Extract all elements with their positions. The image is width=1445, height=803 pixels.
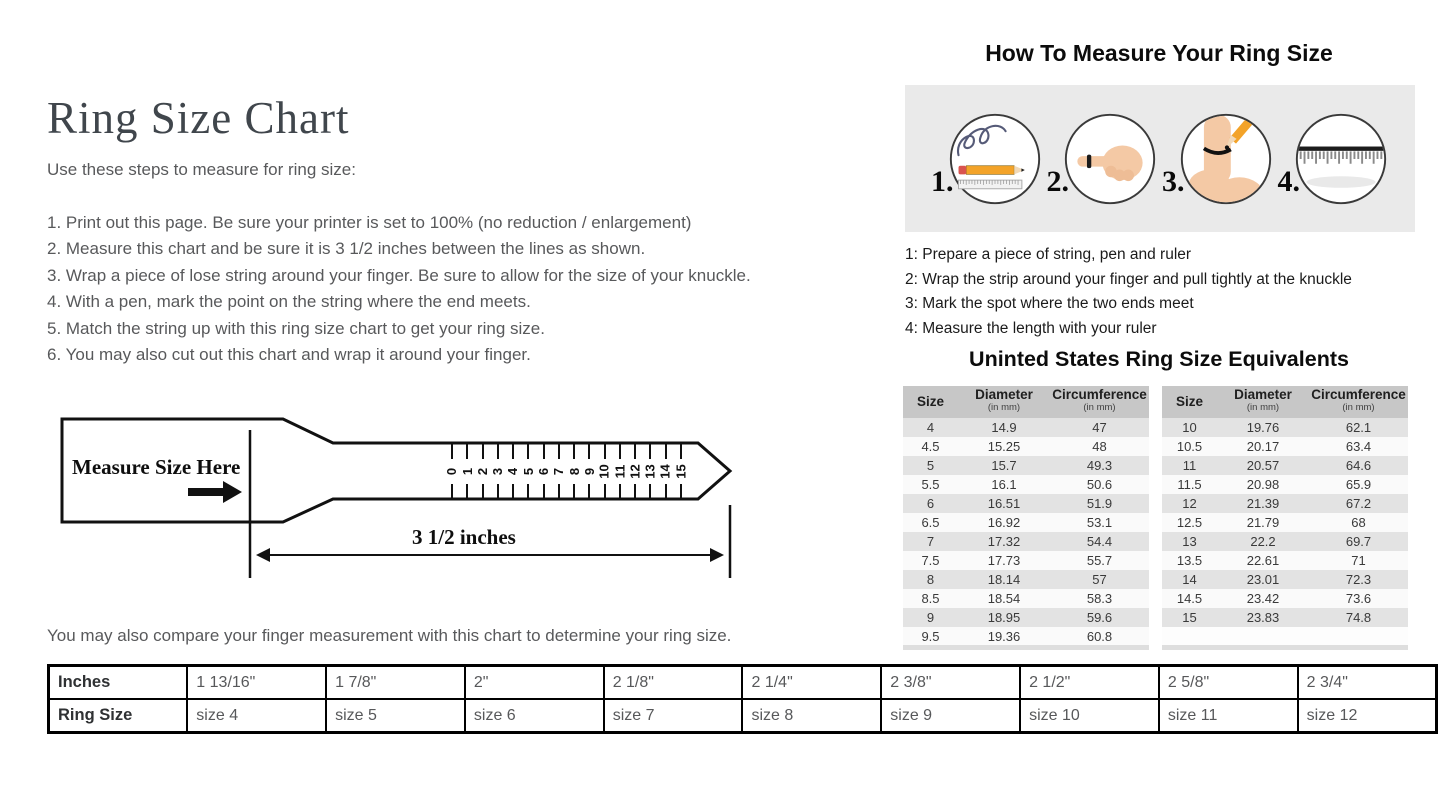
figure-2 xyxy=(1047,111,1159,207)
tick-number: 8 xyxy=(566,467,582,476)
measure-step: 5. Match the string up with this ring size chart to get your ring size. xyxy=(47,318,545,338)
table-row: 14.5 23.42 73.6 xyxy=(1162,589,1408,608)
equivalents-title: Uninted States Ring Size Equivalents xyxy=(969,347,1349,371)
table-row: 12.5 21.79 68 xyxy=(1162,513,1408,532)
col-size: Size xyxy=(916,393,944,409)
tick-line-bottom xyxy=(482,484,484,500)
table-row: 7 17.32 54.4 xyxy=(903,532,1149,551)
tick-line-bottom xyxy=(512,484,514,500)
tick-number: 3 xyxy=(490,467,506,476)
table-row: 14 23.01 72.3 xyxy=(1162,570,1408,589)
tick-number: 15 xyxy=(673,464,689,479)
tick-line-top xyxy=(543,443,545,459)
table-row: 4 14.9 47 xyxy=(903,418,1149,437)
ring-sizer-outline xyxy=(60,415,750,590)
col-circumference-unit: (in mm) xyxy=(1083,402,1116,413)
table-row: 5.5 16.1 50.6 xyxy=(903,475,1149,494)
tick-number: 0 xyxy=(444,467,460,476)
tick-number: 2 xyxy=(475,467,491,476)
tick-line-top xyxy=(634,443,636,459)
table-row: 4.5 15.25 48 xyxy=(903,437,1149,456)
tick-line-top xyxy=(497,443,499,459)
measure-step: 4. With a pen, mark the point on the string where the end meets. xyxy=(47,292,531,312)
measure-steps-list xyxy=(47,210,751,368)
tick-line-top xyxy=(527,443,529,459)
tick-line-bottom xyxy=(665,484,667,500)
length-label: 3 1/2 inches xyxy=(412,525,516,549)
tick-line-top xyxy=(573,443,575,459)
tick-line-bottom xyxy=(543,484,545,500)
tick-line-top xyxy=(451,443,453,459)
table-row: 6 16.51 51.9 xyxy=(903,494,1149,513)
table-row: 15 23.83 74.8 xyxy=(1162,608,1408,627)
table-row: 5 15.7 49.3 xyxy=(903,456,1149,475)
tick-number: 6 xyxy=(536,467,552,476)
table-row: 8 18.14 57 xyxy=(903,570,1149,589)
equivalents-table-b-wrap xyxy=(1162,386,1408,650)
how-step: 1: Prepare a piece of string, pen and ruler xyxy=(905,246,1192,263)
tick-line-bottom xyxy=(604,484,606,500)
col-diameter: Diameter xyxy=(975,387,1033,402)
table-row-ring-size: Ring Size size 4 size 5 size 6 size 7 size 8 size 9 size 10 size 11 size 12 xyxy=(49,699,1437,733)
table-row-inches: Inches 1 13/16" 1 7/8" 2" 2 1/8" 2 1/4" 2 3/8" 2 1/2" 2 5/8" 2 3/4" xyxy=(49,666,1437,700)
how-steps-list xyxy=(905,243,1352,341)
figure-3-number: 3. xyxy=(1162,164,1185,198)
intro-text: Use these steps to measure for ring size: xyxy=(47,160,356,179)
tick-line-bottom xyxy=(466,484,468,500)
tick-number: 13 xyxy=(642,464,658,479)
tick-line-top xyxy=(619,443,621,459)
table-row: 9.5 19.36 60.8 xyxy=(903,627,1149,646)
mark-ends-icon xyxy=(1178,111,1274,207)
tick-line-bottom xyxy=(649,484,651,500)
table-row: 10 19.76 62.1 xyxy=(1162,418,1408,437)
how-step: 3: Mark the spot where the two ends meet xyxy=(905,295,1194,313)
measure-step: 1. Print out this page. Be sure your printer is set to 100% (no reduction / enlargement) xyxy=(47,213,692,232)
tick-line-top xyxy=(680,443,682,459)
page-title: Ring Size Chart xyxy=(47,93,350,143)
row-label-ring-size: Ring Size xyxy=(49,699,188,733)
col-size: Size xyxy=(1175,393,1203,409)
sizer-tick xyxy=(674,443,688,500)
measure-step: 3. Wrap a piece of lose string around your finger. Be sure to allow for the size of your knuckle. xyxy=(47,265,751,285)
how-step: 4: Measure the length with your ruler xyxy=(905,319,1157,337)
table-row: 8.5 18.54 58.3 xyxy=(903,589,1149,608)
tick-line-bottom xyxy=(588,484,590,500)
string-pen-ruler-icon xyxy=(947,111,1043,207)
table-row: 10.5 20.17 63.4 xyxy=(1162,437,1408,456)
col-circumference-unit: (in mm) xyxy=(1342,402,1375,413)
col-circumference: Circumference xyxy=(1311,387,1406,402)
measure-step: 6. You may also cut out this chart and wrap it around your finger. xyxy=(47,345,531,365)
tick-number: 1 xyxy=(459,467,475,476)
tick-line-top xyxy=(588,443,590,459)
equivalents-table-a-wrap xyxy=(903,386,1149,650)
measure-step: 2. Measure this chart and be sure it is 3 1/2 inches between the lines as shown. xyxy=(47,239,646,259)
table-row: 7.5 17.73 55.7 xyxy=(903,551,1149,570)
ruler-icon xyxy=(1293,111,1389,207)
tick-number: 12 xyxy=(627,464,643,479)
tick-number: 4 xyxy=(505,467,521,476)
header-row xyxy=(903,386,1149,418)
tick-line-top xyxy=(482,443,484,459)
table-row: 6.5 16.92 53.1 xyxy=(903,513,1149,532)
inches-ring-size-table xyxy=(47,664,1438,734)
how-figures-panel xyxy=(905,85,1415,232)
tick-line-bottom xyxy=(497,484,499,500)
compare-note: You may also compare your finger measurement with this chart to determine your ring size. xyxy=(47,626,732,645)
figure-4-number: 4. xyxy=(1277,164,1300,198)
how-step: 2: Wrap the strip around your finger and pull tightly at the knuckle xyxy=(905,270,1352,288)
equivalents-tables xyxy=(903,386,1408,650)
tick-line-bottom xyxy=(527,484,529,500)
figure-2-number: 2. xyxy=(1046,164,1069,198)
tick-line-bottom xyxy=(558,484,560,500)
tick-line-bottom xyxy=(619,484,621,500)
tick-line-top xyxy=(512,443,514,459)
tick-line-bottom xyxy=(451,484,453,500)
figure-3 xyxy=(1162,111,1274,207)
col-diameter-unit: (in mm) xyxy=(987,402,1021,413)
how-to-measure-title: How To Measure Your Ring Size xyxy=(985,40,1333,66)
sizer-ticks xyxy=(445,443,688,500)
tick-number: 11 xyxy=(612,464,628,479)
col-diameter-unit: (in mm) xyxy=(1246,402,1280,413)
measure-size-here-label: Measure Size Here xyxy=(72,455,241,479)
tick-line-bottom xyxy=(634,484,636,500)
header-row xyxy=(1162,386,1408,418)
tick-line-top xyxy=(604,443,606,459)
tick-line-top xyxy=(466,443,468,459)
hand-string-icon xyxy=(1062,111,1158,207)
tick-line-bottom xyxy=(573,484,575,500)
table-row: 11 20.57 64.6 xyxy=(1162,456,1408,475)
tick-number: 9 xyxy=(581,467,597,476)
equivalents-table-a xyxy=(903,386,1149,646)
table-row: 11.5 20.98 65.9 xyxy=(1162,475,1408,494)
tick-number: 14 xyxy=(658,464,674,479)
ring-sizer-diagram xyxy=(60,415,750,590)
figure-1-number: 1. xyxy=(931,164,954,198)
equivalents-table-b xyxy=(1162,386,1408,627)
table-row: 9 18.95 59.6 xyxy=(903,608,1149,627)
col-diameter: Diameter xyxy=(1234,387,1292,402)
table-row: 12 21.39 67.2 xyxy=(1162,494,1408,513)
figure-1 xyxy=(931,111,1043,207)
tick-number: 10 xyxy=(597,464,613,479)
table-row: 13 22.2 69.7 xyxy=(1162,532,1408,551)
tick-line-bottom xyxy=(680,484,682,500)
tick-line-top xyxy=(665,443,667,459)
row-label-inches: Inches xyxy=(49,666,188,700)
tick-line-top xyxy=(649,443,651,459)
tick-number: 5 xyxy=(520,467,536,476)
col-circumference: Circumference xyxy=(1052,387,1147,402)
figure-4 xyxy=(1278,111,1390,207)
table-row: 13.5 22.61 71 xyxy=(1162,551,1408,570)
tick-line-top xyxy=(558,443,560,459)
tick-number: 7 xyxy=(551,467,567,476)
